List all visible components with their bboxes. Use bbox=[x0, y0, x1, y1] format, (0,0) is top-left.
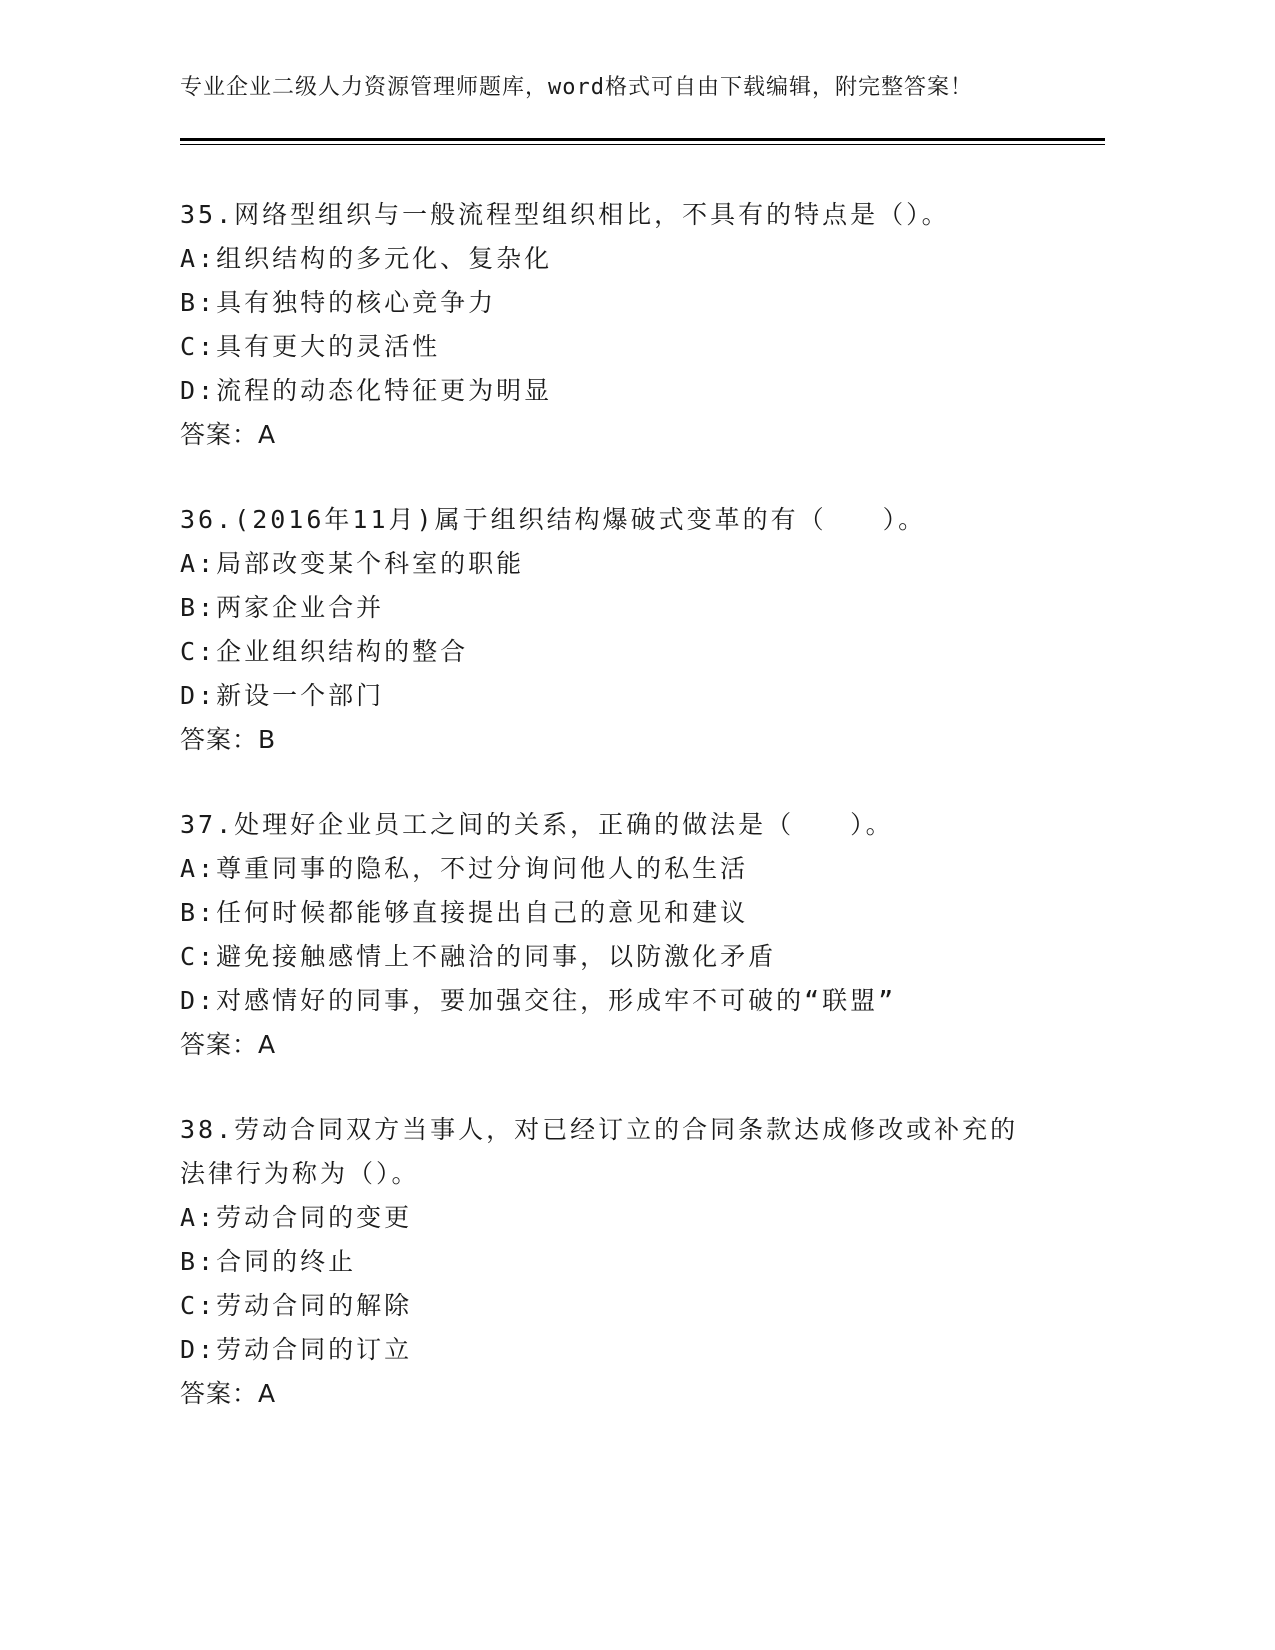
option-c: C:避免接触感情上不融洽的同事，以防激化矛盾 bbox=[180, 942, 777, 971]
header-divider-thin bbox=[180, 144, 1105, 145]
option-b: B:具有独特的核心竞争力 bbox=[180, 288, 497, 317]
question-stem: 36.(2016年11月)属于组织结构爆破式变革的有（ ）。 bbox=[180, 505, 927, 534]
question-35 bbox=[180, 193, 1080, 457]
option-d: D:劳动合同的订立 bbox=[180, 1335, 413, 1364]
option-d: D:对感情好的同事，要加强交往，形成牢不可破的“联盟” bbox=[180, 986, 897, 1015]
option-a: A:劳动合同的变更 bbox=[180, 1203, 413, 1232]
option-b: B:两家企业合并 bbox=[180, 593, 385, 622]
option-c: C:企业组织结构的整合 bbox=[180, 637, 469, 666]
question-stem: 35.网络型组织与一般流程型组织相比，不具有的特点是（）。 bbox=[180, 200, 950, 229]
question-37 bbox=[180, 803, 1080, 1067]
option-b: B:合同的终止 bbox=[180, 1247, 357, 1276]
option-c: C:劳动合同的解除 bbox=[180, 1291, 413, 1320]
option-d: D:流程的动态化特征更为明显 bbox=[180, 376, 553, 405]
question-36 bbox=[180, 498, 1080, 762]
answer: 答案：B bbox=[180, 725, 277, 754]
question-38 bbox=[180, 1108, 1040, 1416]
answer: 答案：A bbox=[180, 1030, 277, 1059]
question-stem: 38.劳动合同双方当事人，对已经订立的合同条款达成修改或补充的法律行为称为（）。 bbox=[180, 1115, 1019, 1188]
option-a: A:组织结构的多元化、复杂化 bbox=[180, 244, 553, 273]
option-d: D:新设一个部门 bbox=[180, 681, 385, 710]
option-c: C:具有更大的灵活性 bbox=[180, 332, 441, 361]
option-b: B:任何时候都能够直接提出自己的意见和建议 bbox=[180, 898, 749, 927]
answer: 答案：A bbox=[180, 420, 277, 449]
answer: 答案：A bbox=[180, 1379, 277, 1408]
option-a: A:尊重同事的隐私，不过分询问他人的私生活 bbox=[180, 854, 749, 883]
page-header: 专业企业二级人力资源管理师题库，word格式可自由下载编辑，附完整答案！ bbox=[180, 75, 973, 100]
question-stem: 37.处理好企业员工之间的关系，正确的做法是（ ）。 bbox=[180, 810, 894, 839]
option-a: A:局部改变某个科室的职能 bbox=[180, 549, 525, 578]
header-divider-thick bbox=[180, 138, 1105, 141]
